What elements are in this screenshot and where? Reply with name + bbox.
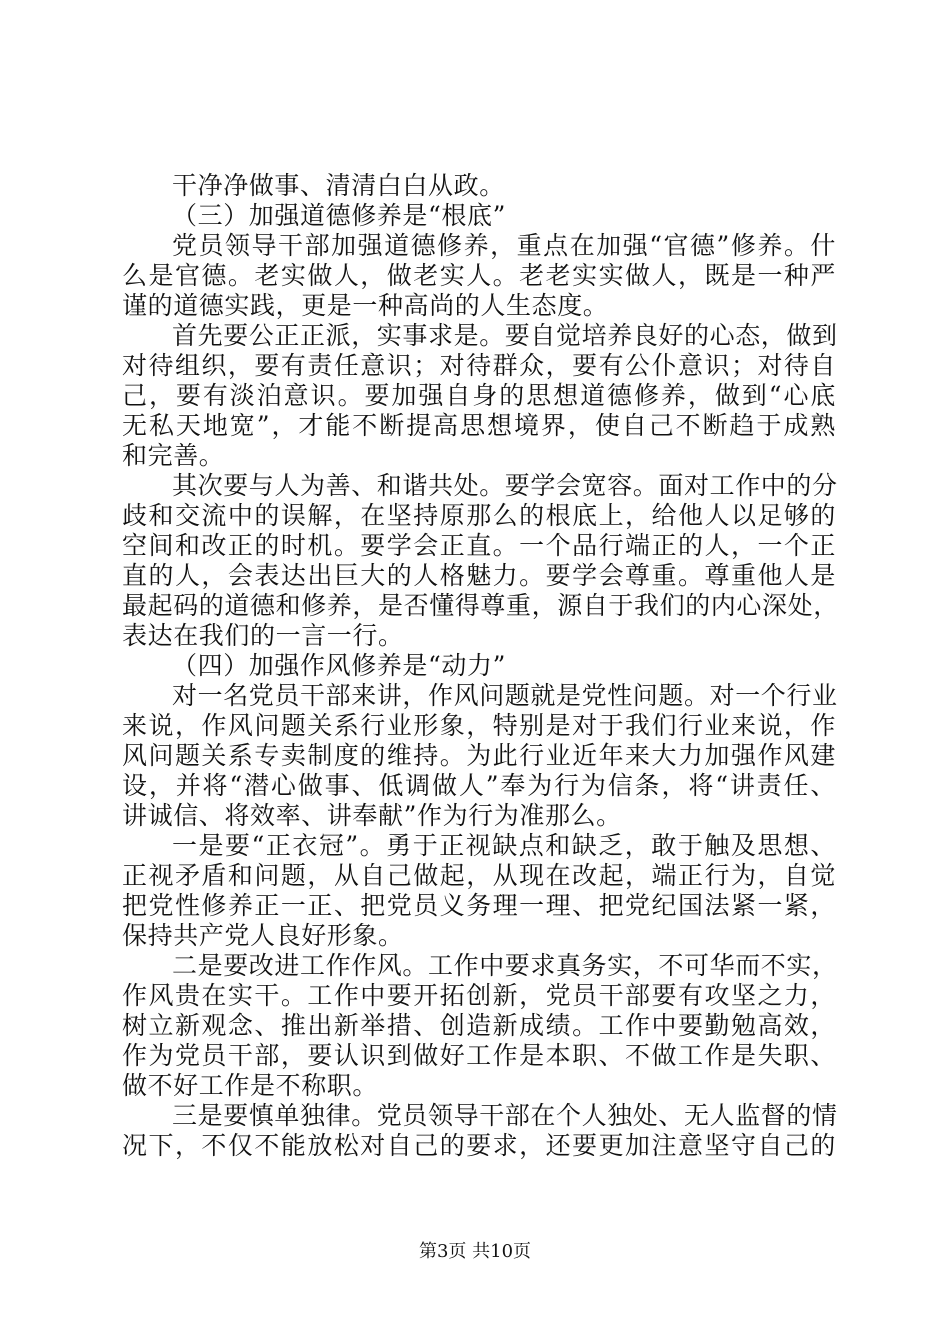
text-line: 对待组织，要有责任意识；对待群众，要有公仆意识；对待自 — [122, 351, 836, 380]
text-line: 作为党员干部，要认识到做好工作是本职、不做工作是失职、 — [122, 1041, 836, 1070]
text-line: 保持共产党人良好形象。 — [122, 921, 404, 950]
text-line: 首先要公正正派，实事求是。要自觉培养良好的心态，做到 — [172, 321, 838, 350]
text-line: 表达在我们的一言一行。 — [122, 621, 404, 650]
text-line: 三是要慎单独律。党员领导干部在个人独处、无人监督的情 — [172, 1101, 838, 1130]
text-line: 么是官德。老实做人，做老实人。老老实实做人，既是一种严 — [122, 261, 836, 290]
text-line: 树立新观念、推出新举措、创造新成绩。工作中要勤勉高效， — [122, 1011, 836, 1040]
text-line: 二是要改进工作作风。工作中要求真务实，不可华而不实， — [172, 951, 838, 980]
text-line: 讲诚信、将效率、讲奉献”作为行为准那么。 — [122, 801, 622, 830]
text-line: 无私天地宽”，才能不断提高思想境界，使自己不断趋于成熟 — [122, 411, 836, 440]
text-line: 正视矛盾和问题，从自己做起，从现在改起，端正行为，自觉 — [122, 861, 836, 890]
text-line: 作风贵在实干。工作中要开拓创新，党员干部要有攻坚之力， — [122, 981, 836, 1010]
text-line: 空间和改正的时机。要学会正直。一个品行端正的人，一个正 — [122, 531, 836, 560]
text-line: 做不好工作是不称职。 — [122, 1071, 379, 1100]
text-line: 把党性修养正一正、把党员义务理一理、把党纪国法紧一紧， — [122, 891, 836, 920]
text-line: 最起码的道德和修养，是否懂得尊重，源自于我们的内心深处， — [122, 591, 839, 620]
text-line: （四）加强作风修养是“动力” — [172, 651, 506, 680]
document-body — [122, 171, 839, 1161]
page-footer: 第3页 共10页 — [418, 1241, 532, 1262]
text-line: 况下，不仅不能放松对自己的要求，还要更加注意坚守自己的 — [122, 1131, 836, 1160]
text-line: 其次要与人为善、和谐共处。要学会宽容。面对工作中的分 — [172, 471, 838, 500]
text-line: 风问题关系专卖制度的维持。为此行业近年来大力加强作风建 — [122, 741, 836, 770]
text-line: 谨的道德实践，更是一种高尚的人生态度。 — [122, 291, 609, 320]
text-line: 来说，作风问题关系行业形象，特别是对于我们行业来说，作 — [122, 711, 836, 740]
text-line: （三）加强道德修养是“根底” — [172, 201, 506, 230]
text-line: 干净净做事、清清白白从政。 — [172, 171, 505, 200]
text-line: 己，要有淡泊意识。要加强自身的思想道德修养，做到“心底 — [122, 381, 836, 410]
text-line: 党员领导干部加强道德修养，重点在加强“官德”修养。什 — [172, 231, 836, 260]
text-line: 歧和交流中的误解，在坚持原那么的根底上，给他人以足够的 — [122, 501, 836, 530]
text-line: 和完善。 — [122, 441, 225, 470]
text-line: 一是要“正衣冠”。勇于正视缺点和缺乏，敢于触及思想、 — [172, 831, 836, 860]
text-line: 设，并将“潜心做事、低调做人”奉为行为信条，将“讲责任、 — [122, 771, 836, 800]
text-line: 对一名党员干部来讲，作风问题就是党性问题。对一个行业 — [172, 681, 838, 710]
text-line: 直的人，会表达出巨大的人格魅力。要学会尊重。尊重他人是 — [122, 561, 836, 590]
